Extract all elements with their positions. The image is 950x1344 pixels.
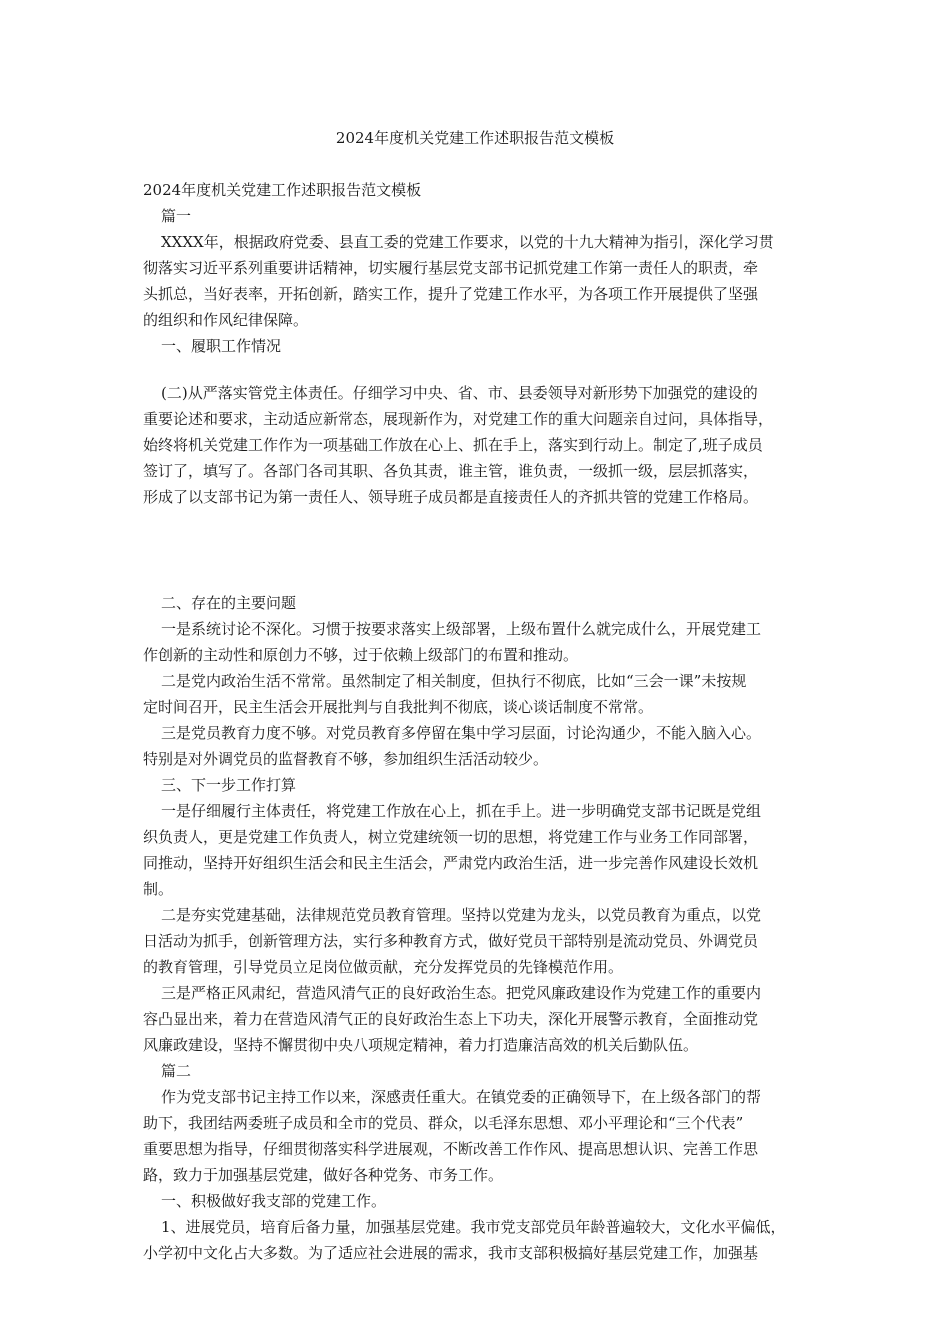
paragraph-line: 织负责人，更是党建工作负责人，树立党建统领一切的思想，将党建工作与业务工作同部署， <box>143 828 759 846</box>
paragraph-line: 作创新的主动性和原创力不够，过于依赖上级部门的布置和推动。 <box>143 646 579 664</box>
paragraph-line: 始终将机关党建工作作为一项基础工作放在心上、抓在手上，落实到行动上。制定了,班子成员 <box>143 436 763 454</box>
spacer <box>143 359 815 380</box>
paragraph-line: 1、进展党员，培育后备力量，加强基层党建。我市党支部党员年龄普遍较大，文化水平偏低， <box>161 1218 786 1236</box>
part2-item-paragraph <box>143 1214 815 1266</box>
part1-heading: 篇一 <box>161 207 192 225</box>
paragraph-line: XXXX年，根据政府党委、县直工委的党建工作要求，以党的十九大精神为指引，深化学习贯 <box>161 233 774 251</box>
paragraph-line: 路，致力于加强基层党建，做好各种党务、市务工作。 <box>143 1166 504 1184</box>
paragraph-line: 一是系统讨论不深化。习惯于按要求落实上级部署，上级布置什么就完成什么，开展党建工 <box>161 620 762 638</box>
paragraph-line: 定时间召开，民主生活会开展批判与自我批判不彻底，谈心谈话制度不常常。 <box>143 698 654 716</box>
part2-intro-paragraph <box>143 1084 815 1188</box>
paragraph-line: 一是仔细履行主体责任，将党建工作放在心上，抓在手上。进一步明确党支部书记既是党组 <box>161 802 762 820</box>
problem-paragraph <box>143 720 815 772</box>
section-heading-two: 二、存在的主要问题 <box>161 594 297 612</box>
section-heading-one: 一、履职工作情况 <box>161 337 282 355</box>
paragraph-line: 容凸显出来，着力在营造风清气正的良好政治生态上下功夫，深化开展警示教育，全面推动党 <box>143 1010 759 1028</box>
spacer <box>143 510 815 590</box>
paragraph-line: 形成了以支部书记为第一责任人、领导班子成员都是直接责任人的齐抓共管的党建工作格局。 <box>143 488 759 506</box>
paragraph-line: 作为党支部书记主持工作以来，深感责任重大。在镇党委的正确领导下，在上级各部门的帮 <box>161 1088 762 1106</box>
paragraph-line: 重要论述和要求，主动适应新常态，展现新作为，对党建工作的重大问题亲自过问，具体指导， <box>143 410 774 428</box>
plan-paragraph <box>143 902 815 980</box>
paragraph-line: 二是夯实党建基础，法律规范党员教育管理。坚持以党建为龙头，以党员教育为重点，以党 <box>161 906 762 924</box>
paragraph-line: 彻落实习近平系列重要讲话精神，切实履行基层党支部书记抓党建工作第一责任人的职责，牵 <box>143 259 759 277</box>
document-body <box>143 177 815 1266</box>
paragraph-line: 的教育管理，引导党员立足岗位做贡献，充分发挥党员的先锋模范作用。 <box>143 958 624 976</box>
paragraph-line: 特别是对外调党员的监督教育不够，参加组织生活活动较少。 <box>143 750 549 768</box>
paragraph-line: 二是党内政治生活不常常。虽然制定了相关制度，但执行不彻底，比如“三会一课”未按规 <box>161 672 747 690</box>
paragraph-line: 三是党员教育力度不够。对党员教育多停留在集中学习层面，讨论沟通少，不能入脑入心。 <box>161 724 762 742</box>
paragraph-line: 制。 <box>143 880 174 898</box>
paragraph-line: 三是严格正风肃纪，营造风清气正的良好政治生态。把党风廉政建设作为党建工作的重要内 <box>161 984 762 1002</box>
plan-paragraph <box>143 798 815 902</box>
paragraph-line: 头抓总，当好表率，开拓创新，踏实工作，提升了党建工作水平，为各项工作开展提供了坚强 <box>143 285 759 303</box>
paragraph-line: 签订了，填写了。各部门各司其职、各负其责，谁主管，谁负责，一级抓一级，层层抓落实， <box>143 462 759 480</box>
paragraph-line: 重要思想为指导，仔细贯彻落实科学进展观，不断改善工作作风、提高思想认识、完善工作思 <box>143 1140 759 1158</box>
paragraph-line: 风廉政建设，坚持不懈贯彻中央八项规定精神，着力打造廉洁高效的机关后勤队伍。 <box>143 1036 699 1054</box>
problem-paragraph <box>143 668 815 720</box>
paragraph-line: (二)从严落实管党主体责任。仔细学习中央、省、市、县委领导对新形势下加强党的建设的 <box>161 384 758 402</box>
duty-paragraph <box>143 380 815 510</box>
section-heading-three: 三、下一步工作打算 <box>161 776 297 794</box>
part2-section-heading-one: 一、积极做好我支部的党建工作。 <box>161 1192 387 1210</box>
paragraph-line: 日活动为抓手，创新管理方法，实行多种教育方式，做好党员干部特别是流动党员、外调党员 <box>143 932 759 950</box>
subtitle: 2024年度机关党建工作述职报告范文模板 <box>143 181 422 199</box>
paragraph-line: 小学初中文化占大多数。为了适应社会进展的需求，我市支部积极搞好基层党建工作，加强基 <box>143 1244 759 1262</box>
document-title: 2024年度机关党建工作述职报告范文模板 <box>335 129 615 147</box>
paragraph-line: 助下，我团结两委班子成员和全市的党员、群众，以毛泽东思想、邓小平理论和“三个代表” <box>143 1114 744 1132</box>
intro-paragraph <box>143 229 815 333</box>
paragraph-line: 同推动，坚持开好组织生活会和民主生活会，严肃党内政治生活，进一步完善作风建设长效机 <box>143 854 759 872</box>
paragraph-line: 的组织和作风纪律保障。 <box>143 311 309 329</box>
part2-heading: 篇二 <box>161 1062 192 1080</box>
plan-paragraph <box>143 980 815 1058</box>
problem-paragraph <box>143 616 815 668</box>
